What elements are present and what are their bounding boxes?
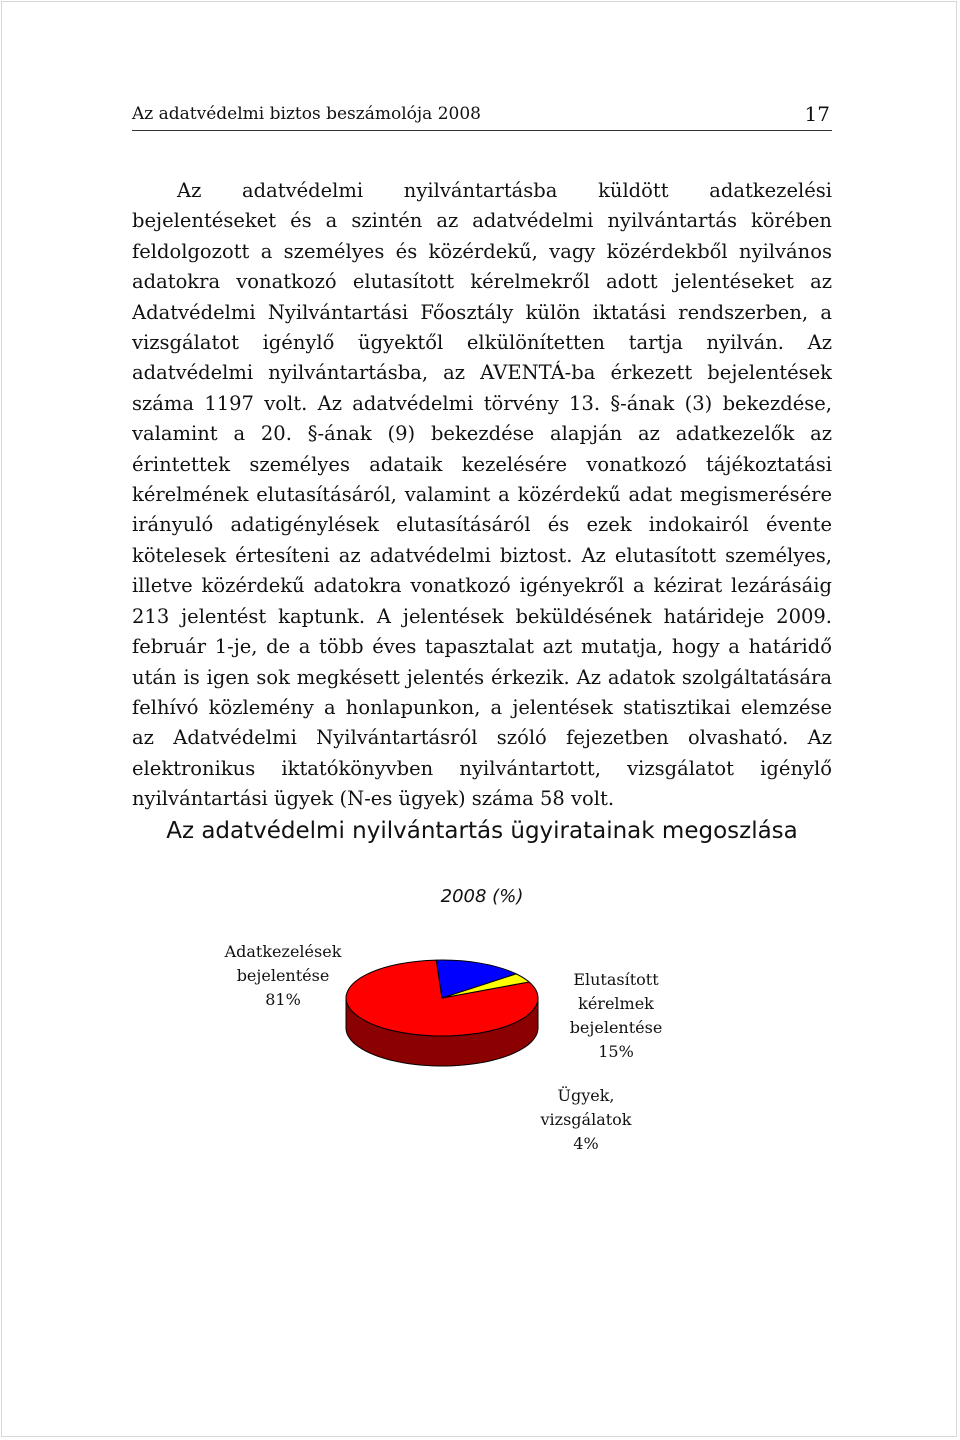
slice-label-elutasitott (566, 968, 666, 1064)
slice-label-line: bejelentése (236, 966, 330, 985)
body-paragraph: Az adatvédelmi nyilvántartásba küldött adatkezelési bejelentéseket és a szintén az adatvédelmi nyilvántartás körében feldolgozott a személyes és közérdekű, vagy közérdekből nyilvános adatokra vonatkozó elutasított kérelmekről adott jelentéseket az Adatvédelmi Nyilvántartási Főosztály külön iktatási rendszerben, a vizsgálatot igénylő ügyektől elkülönítetten tartja nyilván. Az adatvédelmi nyilvántartásba, az AVENTÁ-ba érkezett bejelentések száma 1197 volt. Az adatvédelmi törvény 13. §-ának (3) bekezdése, valamint a 20. §-ának (9) bekezdése alapján az adatkezelők az érintettek személyes adataik kezelésére vonatkozó tájékoztatási kérelmének elutasításáról, valamint a közérdekű adat megismerésére irányuló adatigénylések elutasításáról és ezek indokairól évente kötelesek értesíteni az adatvédelmi biztost. Az elutasított személyes, illetve közérdekű adatokra vonatkozó igényekről a kézirat lezárásáig 213 jelentést kaptunk. A jelentések beküldésének határideje 2009. február 1-je, de a több éves tapasztalat azt mutatja, hogy a határidő után is igen sok megkésett jelentés érkezik. Az adatok szolgáltatására felhívó közlemény a honlapunkon, a jelentések statisztikai elemzése az Adatvédelmi Nyilvántartásról szóló fejezetben olvasható. Az elektronikus iktatókönyvben nyilvántartott, vizsgálatot igénylő nyilvántartási ügyek (N-es ügyek) száma 58 volt. (132, 179, 832, 811)
chart-title: Az adatvédelmi nyilvántartás ügyiratainak megoszlása (166, 818, 798, 844)
slice-label-line: Adatkezelések (224, 942, 342, 961)
slice-label-adatkezelesek (218, 940, 348, 1012)
running-title: Az adatvédelmi biztos beszámolója 2008 (132, 104, 481, 124)
slice-label-line: Elutasított (573, 970, 659, 989)
slice-label-line: Ügyek, (557, 1086, 615, 1105)
slice-value-label: 15% (598, 1042, 634, 1061)
pie-chart (330, 950, 570, 1090)
page-header (132, 96, 832, 131)
chart-subtitle: 2008 (%) (440, 886, 524, 907)
slice-value-label: 4% (573, 1134, 599, 1153)
slice-value-label: 81% (265, 990, 301, 1009)
slice-label-ugyek (536, 1084, 636, 1156)
slice-label-line: bejelentése (569, 1018, 663, 1037)
page-number: 17 (804, 102, 830, 126)
slice-label-line: vizsgálatok (540, 1110, 632, 1129)
slice-label-line: kérelmek (578, 994, 654, 1013)
